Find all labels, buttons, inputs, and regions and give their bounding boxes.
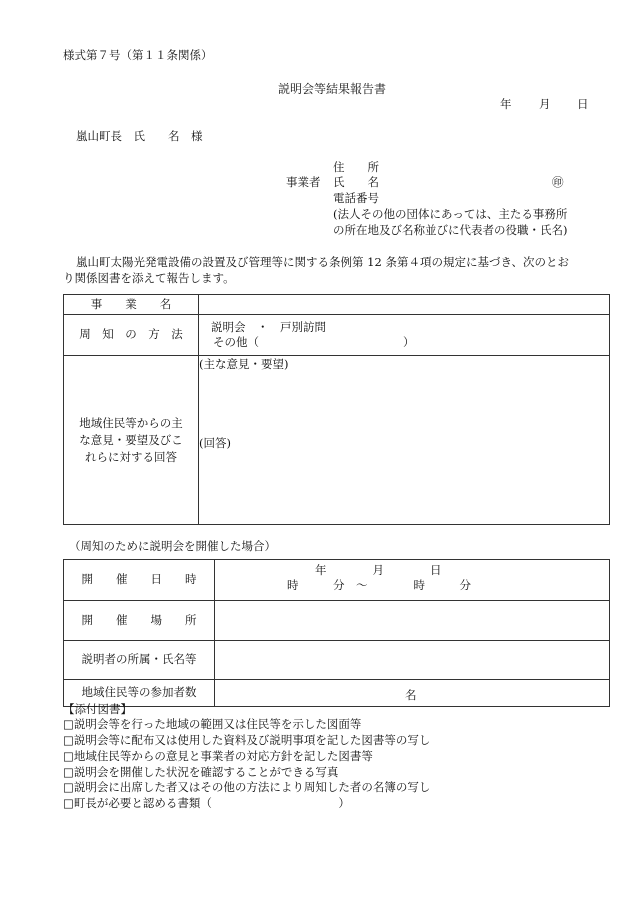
participants-field[interactable] — [215, 680, 610, 707]
datetime-line2: 時 分 ～ 時 分 — [287, 578, 471, 592]
applicant-address-label: 住 所 — [333, 160, 379, 174]
applicant-phone-label: 電話番号 — [333, 191, 379, 205]
applicant-note-line1: (法人その他の団体にあっては、主たる事務所 — [333, 207, 568, 221]
venue-field[interactable] — [215, 601, 610, 641]
opinions-label — [64, 356, 199, 525]
attachment-item: □地域住民等からの意見と事業者の対応方針を記した図書等 — [63, 749, 373, 763]
seal-mark: ㊞ — [552, 175, 564, 189]
report-table — [63, 294, 610, 525]
method-label: 周 知 の 方 法 — [64, 315, 199, 356]
main-opinions-label: (主な意見・要望) — [199, 357, 289, 371]
method-option-2: その他（ — [213, 335, 259, 349]
opinions-label-line3: れらに対する回答 — [85, 449, 177, 464]
answer-label: (回答) — [199, 436, 231, 450]
presenter-field[interactable] — [215, 641, 610, 680]
opinions-field[interactable] — [199, 356, 610, 525]
method-option-1: 説明会 ・ 戸別訪問 — [211, 320, 326, 334]
addressee: 嵐山町長 氏 名 様 — [76, 129, 203, 143]
applicant-label: 事業者 — [286, 175, 321, 189]
date-year: 年 — [500, 97, 512, 111]
session-table — [63, 559, 610, 707]
applicant-name-label: 氏 名 — [333, 175, 379, 189]
attachment-item: □説明会等を行った地域の範囲又は住民等を示した図面等 — [63, 717, 362, 731]
presenter-label: 説明者の所属・氏名等 — [64, 641, 215, 680]
method-option-2-close: ） — [403, 335, 415, 349]
method-option-2-row — [211, 335, 609, 350]
date-day: 日 — [577, 97, 589, 111]
body-text-line2: り関係図書を添えて報告します。 — [63, 271, 235, 285]
project-name-label: 事 業 名 — [64, 295, 199, 315]
attachment-item: □町長が必要と認める書類（ ） — [63, 796, 350, 810]
opinions-label-line1: 地域住民等からの主 — [79, 415, 183, 430]
datetime-label: 開 催 日 時 — [64, 560, 215, 601]
participants-label: 地域住民等の参加者数 — [64, 680, 215, 707]
datetime-line1: 年 月 日 — [315, 563, 442, 577]
opinions-label-line2: な意見・要望及びこ — [79, 432, 183, 447]
form-number: 様式第７号（第１１条関係） — [63, 48, 213, 62]
attachments-heading: 【添付図書】 — [63, 702, 132, 716]
venue-label: 開 催 場 所 — [64, 601, 215, 641]
attachment-item: □説明会等に配布又は使用した資料及び説明事項を記した図書等の写し — [63, 733, 431, 747]
body-text-line1: 嵐山町太陽光発電設備の設置及び管理等に関する条例第 12 条第４項の規定に基づき、次のとお — [76, 255, 569, 269]
participants-unit: 名 — [405, 688, 417, 702]
datetime-field[interactable] — [215, 560, 610, 601]
attachment-item: □説明会に出席した者又はその他の方法により周知した者の名簿の写し — [63, 780, 431, 794]
attachment-item: □説明会を開催した状況を確認することができる写真 — [63, 765, 339, 779]
method-field[interactable] — [199, 315, 610, 356]
session-note: （周知のために説明会を開催した場合） — [69, 539, 276, 553]
document-title: 説明会等結果報告書 — [278, 82, 387, 96]
project-name-field[interactable] — [199, 295, 610, 315]
date-month: 月 — [539, 97, 551, 111]
applicant-note-line2: の所在地及び名称並びに代表者の役職・氏名) — [333, 223, 568, 237]
